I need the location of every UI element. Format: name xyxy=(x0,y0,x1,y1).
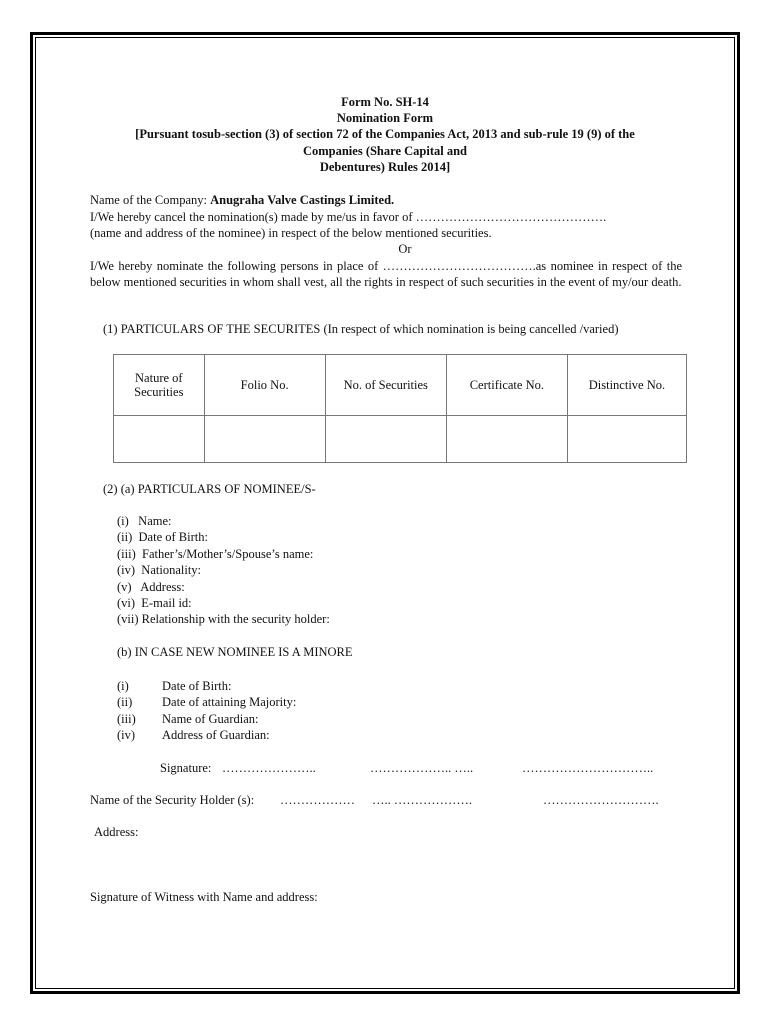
list-item: (iv) Address of Guardian: xyxy=(117,728,270,743)
col-folio-no: Folio No. xyxy=(204,355,325,416)
security-holder-field-3[interactable]: ………………………. xyxy=(543,793,659,807)
table-row xyxy=(114,416,687,463)
security-holder-label: Name of the Security Holder (s): xyxy=(90,793,255,807)
list-item: (iii) Name of Guardian: xyxy=(117,711,259,726)
securities-table xyxy=(113,354,687,463)
list-item: (vi) E-mail id: xyxy=(117,596,192,611)
witness-label: Signature of Witness with Name and address: xyxy=(90,890,318,904)
list-item: (ii) Date of Birth: xyxy=(117,530,208,545)
pursuant-line-3: Debentures) Rules 2014] xyxy=(319,160,451,174)
list-item: (vii) Relationship with the security holder: xyxy=(117,612,330,627)
list-item: (i) Name: xyxy=(117,514,172,528)
list-item: (v) Address: xyxy=(117,579,185,594)
form-title: Nomination Form xyxy=(336,111,434,125)
signature-field-3[interactable]: ………………………….. xyxy=(522,761,654,775)
or-separator: Or xyxy=(398,242,412,256)
company-name: Anugraha Valve Castings Limited. xyxy=(210,193,395,207)
cell-folio[interactable] xyxy=(204,416,325,463)
signature-label: Signature: xyxy=(160,761,212,775)
list-item: (iii) Father’s/Mother’s/Spouse’s name: xyxy=(117,546,314,561)
nominee-particulars-list xyxy=(117,513,330,628)
nominate-paragraph: I/We hereby nominate the following persons in place of ……………………………….as nominee in respect of the below mentioned securities in whom shall vest, all the rights in respect of such securities in the event of my/our death. xyxy=(90,259,682,289)
list-item: (iv) Nationality: xyxy=(117,563,202,578)
signature-field-2[interactable]: ……………….. ….. xyxy=(370,761,474,775)
col-nature-of-securities: Nature of Securities xyxy=(114,355,205,416)
minor-particulars-list xyxy=(117,678,296,744)
cancel-nomination-line: I/We hereby cancel the nomination(s) made by me/us in favor of ………………………………………. xyxy=(90,210,607,224)
section-1-heading: (1) PARTICULARS OF THE SECURITES (In respect of which nomination is being cancelled /varied) xyxy=(103,322,619,336)
col-distinctive-no: Distinctive No. xyxy=(567,355,686,416)
company-line xyxy=(90,193,394,207)
cancel-nomination-line-2: (name and address of the nominee) in respect of the below mentioned securities. xyxy=(90,226,492,240)
company-label: Name of the Company: xyxy=(90,193,211,207)
security-holder-field-1[interactable]: ……………… xyxy=(280,793,355,807)
cell-distinctive[interactable] xyxy=(567,416,686,463)
list-item: (i) Date of Birth: xyxy=(117,679,232,693)
pursuant-line-1: [Pursuant tosub-section (3) of section 72 of the Companies Act, 2013 and sub-rule 19 (9) of the xyxy=(135,127,635,141)
section-2a-heading: (2) (a) PARTICULARS OF NOMINEE/S- xyxy=(103,482,316,496)
address-label: Address: xyxy=(94,825,139,839)
list-item: (ii) Date of attaining Majority: xyxy=(117,695,297,710)
section-2b-heading: (b) IN CASE NEW NOMINEE IS A MINORE xyxy=(117,645,353,659)
signature-field-1[interactable]: ………………….. xyxy=(222,761,316,775)
col-certificate-no: Certificate No. xyxy=(446,355,567,416)
cell-count[interactable] xyxy=(325,416,446,463)
form-number: Form No. SH-14 xyxy=(341,95,429,109)
cell-nature[interactable] xyxy=(114,416,205,463)
pursuant-line-2: Companies (Share Capital and xyxy=(302,144,468,158)
security-holder-field-2[interactable]: ….. ………………. xyxy=(372,793,472,807)
col-no-of-securities: No. of Securities xyxy=(325,355,446,416)
cell-certificate[interactable] xyxy=(446,416,567,463)
table-header-row xyxy=(114,355,687,416)
